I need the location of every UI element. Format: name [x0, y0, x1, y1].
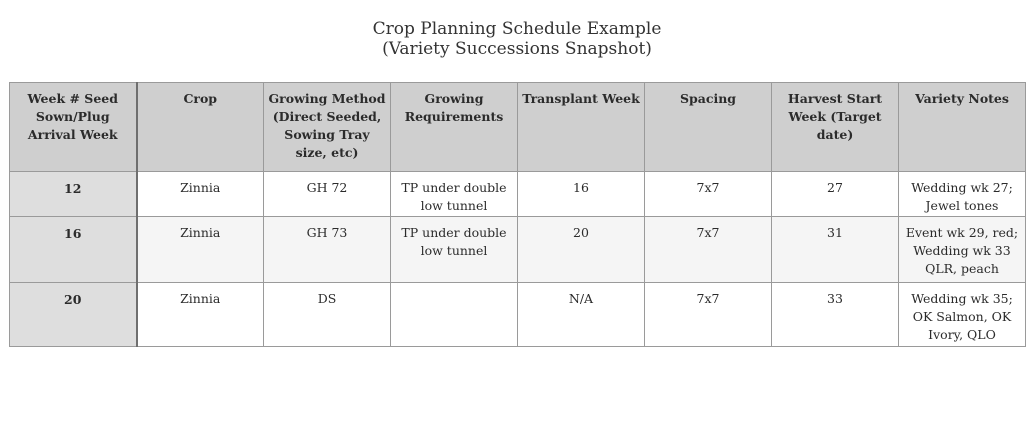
cell-crop: Zinnia — [137, 172, 264, 217]
header-growing-requirements: Growing Requirements — [391, 83, 518, 172]
cell-spacing: 7x7 — [645, 283, 772, 347]
cell-growing-requirements: TP under double low tunnel — [391, 217, 518, 283]
table-row — [10, 283, 1026, 347]
cell-week: 16 — [10, 217, 137, 283]
schedule-table — [9, 82, 1026, 347]
cell-week: 12 — [10, 172, 137, 217]
table-row — [10, 172, 1026, 217]
header-growing-method: Growing Method (Direct Seeded, Sowing Tray size, etc) — [264, 83, 391, 172]
cell-harvest-start-week: 27 — [772, 172, 899, 217]
header-variety-notes: Variety Notes — [899, 83, 1026, 172]
header-transplant-week: Transplant Week — [518, 83, 645, 172]
cell-variety-notes: Event wk 29, red; Wedding wk 33 QLR, peach — [899, 217, 1026, 283]
cell-growing-method: DS — [264, 283, 391, 347]
cell-spacing: 7x7 — [645, 217, 772, 283]
header-week: Week # Seed Sown/Plug Arrival Week — [10, 83, 137, 172]
cell-growing-method: GH 72 — [264, 172, 391, 217]
header-harvest-start-week: Harvest Start Week (Target date) — [772, 83, 899, 172]
cell-crop: Zinnia — [137, 217, 264, 283]
cell-variety-notes: Wedding wk 35; OK Salmon, OK Ivory, QLO — [899, 283, 1026, 347]
cell-crop: Zinnia — [137, 283, 264, 347]
cell-harvest-start-week: 33 — [772, 283, 899, 347]
header-crop: Crop — [137, 83, 264, 172]
cell-growing-method: GH 73 — [264, 217, 391, 283]
cell-transplant-week: 16 — [518, 172, 645, 217]
page-title: Crop Planning Schedule Example — [372, 19, 662, 39]
cell-transplant-week: N/A — [518, 283, 645, 347]
cell-week: 20 — [10, 283, 137, 347]
cell-transplant-week: 20 — [518, 217, 645, 283]
cell-spacing: 7x7 — [645, 172, 772, 217]
cell-harvest-start-week: 31 — [772, 217, 899, 283]
table-header-row — [10, 83, 1026, 172]
cell-variety-notes: Wedding wk 27; Jewel tones — [899, 172, 1026, 217]
cell-growing-requirements — [391, 283, 518, 347]
table-row — [10, 217, 1026, 283]
header-spacing: Spacing — [645, 83, 772, 172]
cell-growing-requirements: TP under double low tunnel — [391, 172, 518, 217]
page-subtitle: (Variety Successions Snapshot) — [382, 39, 652, 59]
